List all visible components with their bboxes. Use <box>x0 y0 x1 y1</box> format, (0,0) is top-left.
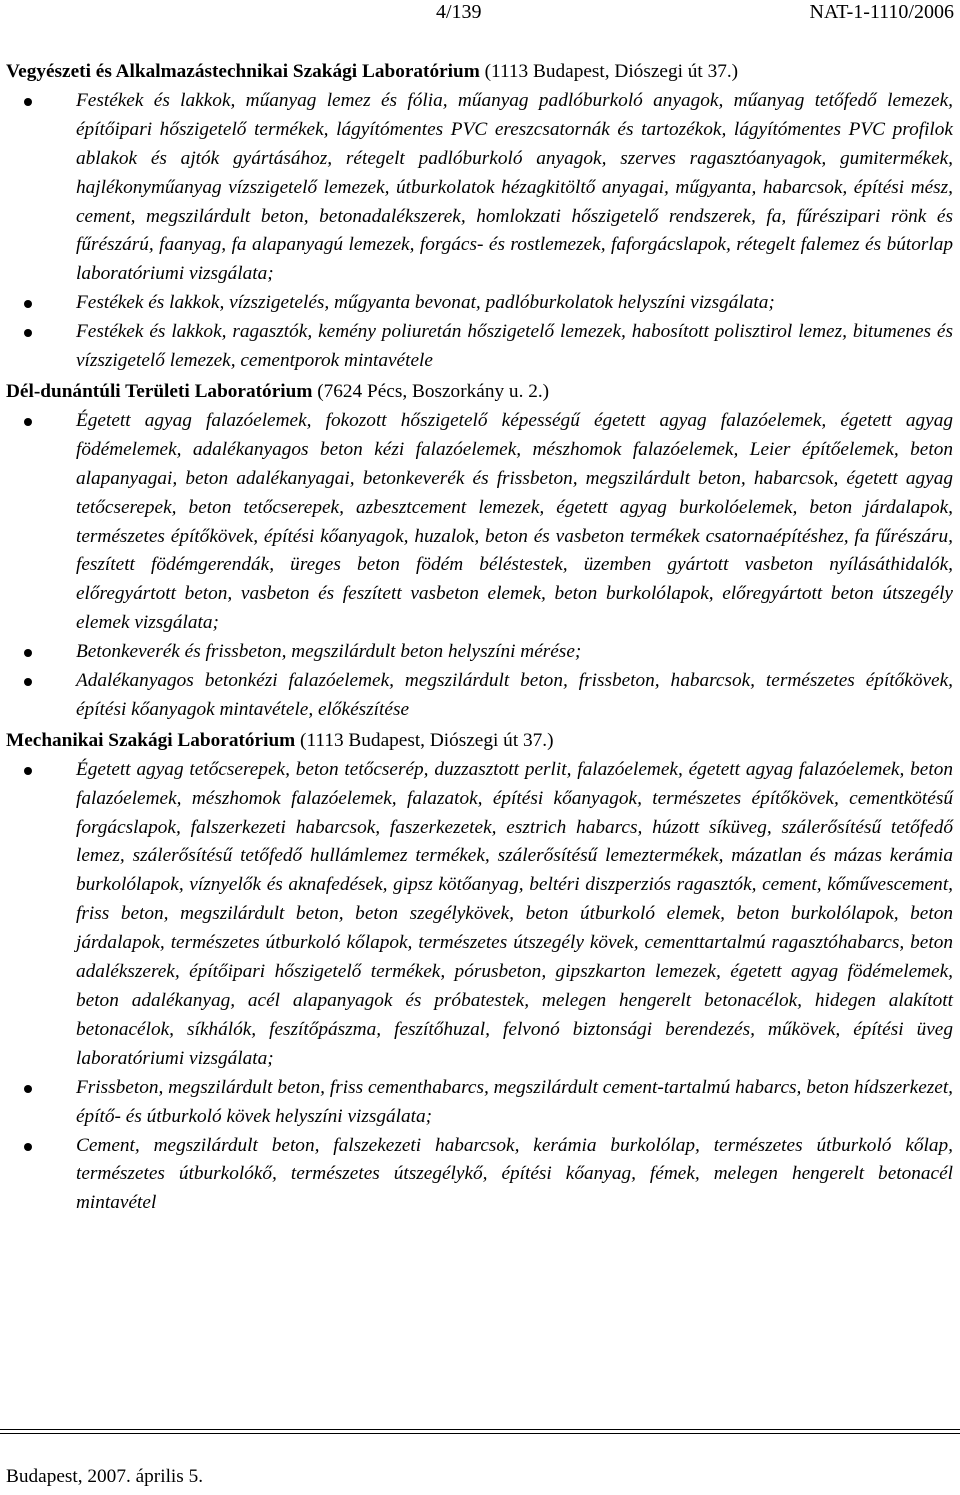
bullet-icon <box>24 649 32 657</box>
list-item <box>6 1132 953 1219</box>
lab-heading <box>6 58 953 87</box>
bullet-icon <box>24 678 32 686</box>
list-item <box>6 407 953 638</box>
document-body <box>6 58 953 1218</box>
lab-heading <box>6 727 953 756</box>
list-item-text: Betonkeverék és frissbeton, megszilárdult beton helyszíni mérése; <box>76 641 582 663</box>
page-number: 4/139 <box>436 1 482 23</box>
lab-section <box>6 378 953 725</box>
item-list <box>6 87 953 376</box>
footer-divider <box>0 1429 960 1430</box>
bullet-icon <box>24 98 32 106</box>
list-item-text: Cement, megszilárdult beton, falszekezeti habarcsok, kerámia burkolólap, természetes útburkoló kőlap, természetes útburkolókő, természetes útszegélykő, építési kőanyag, fémek, melegen hengerelt betonacél mintavétel <box>76 1134 953 1214</box>
list-item-text: Festékek és lakkok, vízszigetelés, műgyanta bevonat, padlóburkolatok helyszíni vizsgálata; <box>76 292 775 314</box>
bullet-icon <box>24 767 32 775</box>
page-header <box>0 0 960 30</box>
lab-address: (1113 Budapest, Diószegi út 37.) <box>479 61 739 82</box>
lab-name: Dél-dunántúli Területi Laboratórium <box>6 380 313 402</box>
lab-address: (7624 Pécs, Boszorkány u. 2.) <box>312 380 550 402</box>
item-list <box>6 756 953 1219</box>
list-item <box>6 756 953 1074</box>
list-item <box>6 667 953 725</box>
list-item-text: Frissbeton, megszilárdult beton, friss cementhabarcs, megszilárdult cement-tartalmú habarcs, beton hídszerkezet, építő- és útburkoló kövek helyszíni vizsgálata; <box>76 1076 953 1127</box>
footer-divider <box>0 1433 960 1434</box>
document-id: NAT-1-1110/2006 <box>809 1 954 23</box>
lab-name: Mechanikai Szakági Laboratórium <box>6 729 296 751</box>
bullet-icon <box>24 1085 32 1093</box>
bullet-icon <box>24 300 32 308</box>
item-list <box>6 407 953 725</box>
list-item <box>6 1074 953 1132</box>
bullet-icon <box>24 329 32 337</box>
list-item <box>6 289 953 318</box>
lab-name: Vegyészeti és Alkalmazástechnikai Szakági Laboratórium <box>6 61 480 82</box>
bullet-icon <box>24 418 32 426</box>
bullet-icon <box>24 1143 32 1151</box>
list-item <box>6 318 953 376</box>
lab-address: (1113 Budapest, Diószegi út 37.) <box>295 729 554 751</box>
list-item-text: Festékek és lakkok, ragasztók, kemény poliuretán hőszigetelő lemezek, habosított polisztirol lemez, bitumenes és vízszigetelő lemezek, cementporok mintavétele <box>76 321 953 372</box>
list-item <box>6 87 953 289</box>
list-item-text: Adalékanyagos betonkézi falazóelemek, megszilárdult beton, frissbeton, habarcsok, természetes építőkövek, építési kőanyagok mintavétele, előkészítése <box>76 670 953 720</box>
footer-date: Budapest, 2007. április 5. <box>6 1466 204 1487</box>
list-item-text: Égetett agyag tetőcserepek, beton tetőcserép, duzzasztott perlit, falazóelemek, égetett agyag falazóelemek, beton falazóelemek, mészhomok falazóelemek, falazatok, építési kőanyagok, természetes építőkövek, cementkötésű forgácslapok, falszerkezeti habarcsok, faszerkezetek, esztrich habarcs, húzott síküveg, szálerősítésű tetőfedő lemez, szálerősítésű tetőfedő hullámlemez termékek, szálerősítésű lemeztermékek, mázatlan és mázas kerámia burkolólapok, víznyelők és aknafedések, gipsz kötőanyag, beltéri diszperziós ragasztók, cement, kőművescement, friss beton, megszilárdult beton, beton szegélykövek, beton útburkoló elemek, beton burkolólapok, beton járdalapok, természetes útburkoló kőlapok, természetes útszegély kövek, cementtartalmú ragasztóhabarcs, beton adalékszerek, építőipari hőszigetelő termékek, pórusbeton, gipszkarton lemezek, égetett agyag födémelemek, beton adalékanyag, acél alapanyagok és próbatestek, melegen hengerelt betonacélok, hidegen alakított betonacélok, síkhálók, feszítőpászma, feszítőhuzal, felvonó biztonsági berendezés, műkövek, építési üveg laboratóriumi vizsgálata; <box>76 758 953 1069</box>
list-item <box>6 638 953 667</box>
lab-section <box>6 727 953 1218</box>
list-item-text: Égetett agyag falazóelemek, fokozott hőszigetelő képességű égetett agyag falazóelemek, égetett agyag födémelemek, adalékanyagos beton kézi falazóelemek, mészhomok falazóelemek, Leier építőelemek, beton alapanyagai, beton adalékanyagai, betonkeverék és frissbeton, megszilárdult beton, habarcsok, égetett agyag tetőcserepek, beton tetőcserepek, azbesztcement lemezek, égetett agyag burkolóelemek, beton járdalapok, természetes építőkövek, építési kőanyagok, huzalok, beton és vasbeton termékek csatornaépítéshez, fa fűrészáru, feszített födémgerendák, üreges beton födém béléstestek, üzemben gyártott vasbeton nyílásáthidalók, előregyártott beton, vasbeton és feszített vasbeton elemek, beton burkolólapok, előregyártott beton útszegély elemek vizsgálata; <box>76 409 953 634</box>
lab-heading <box>6 378 953 407</box>
lab-section <box>6 58 953 376</box>
list-item-text: Festékek és lakkok, műanyag lemez és fólia, műanyag padlóburkoló anyagok, műanyag tetőfedő lemezek, építőipari hőszigetelő termékek, lágyítómentes PVC ereszcsatornák és tartozékok, lágyítómentes PVC profilok ablakok és ajtók gyártásához, rétegelt padlóburkoló anyagok, szerves ragasztóanyagok, gumitermékek, hajlékonyműanyag vízszigetelő lemezek, útburkolatok hézagkitöltő anyagai, műgyanta, habarcsok, építési mész, cement, megszilárdult beton, betonadalékszerek, homlokzati hőszigetelő rendszerek, fa, fűrészipari rönk és fűrészárú, faanyag, fa alapanyagú lemezek, forgács- és rostlemezek, faforgácslapok, rétegelt falemez és bútorlap laboratóriumi vizsgálata; <box>76 89 953 285</box>
